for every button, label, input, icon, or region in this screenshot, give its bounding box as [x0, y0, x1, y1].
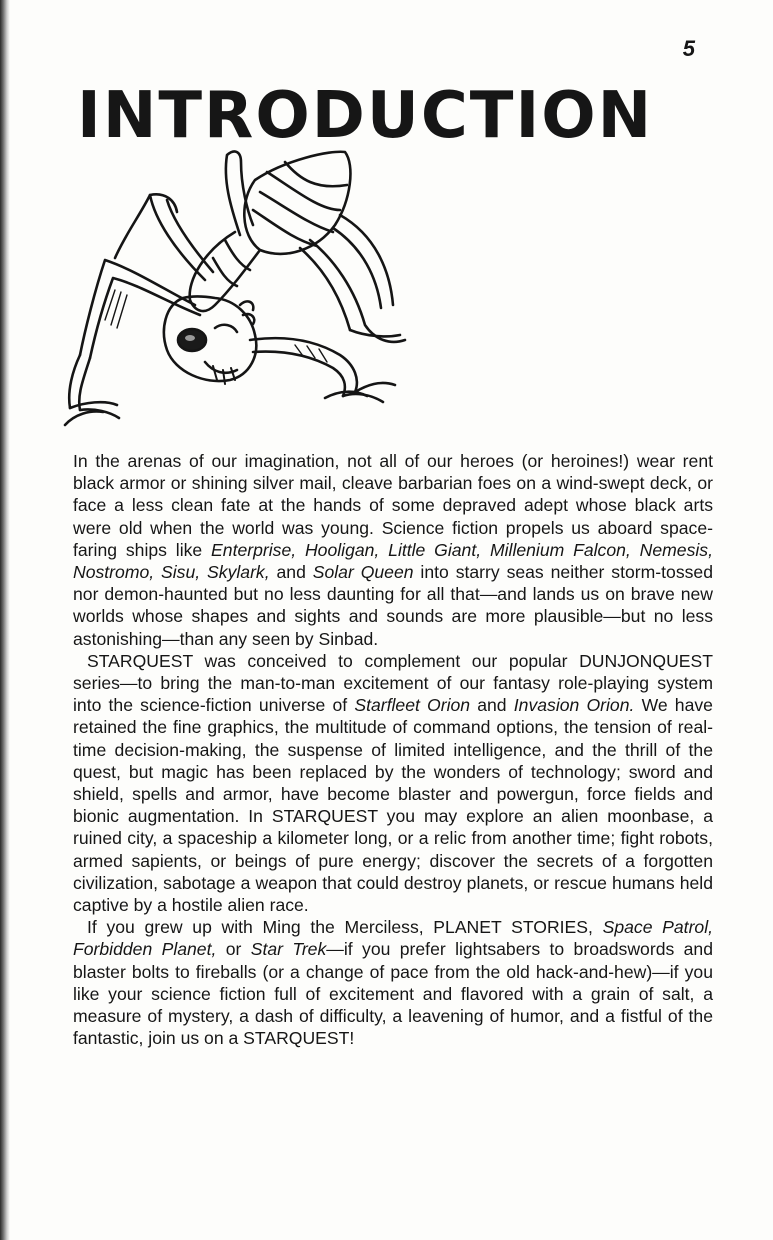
text-run: We have retained the fine graphics, the multitude of command options, the tension of real-time decision-making, the suspense of limited intelligence, and the thrill of the quest, but magic has been replaced by the wonders of technology; sword and shield, spells and armor, have become blaster and powergun, force fields and bionic augmentation. In STARQUEST you may explore an alien moonbase, a ruined city, a spaceship a kilometer long, or a relic from another time; fight robots, armed sapients, or beings of pure energy; discover the secrets of a forgotten civilization, sabotage a weapon that could destroy planets, or rescue humans held captive by a hostile alien race.: [73, 695, 713, 916]
italic-title-text: Starfleet Orion: [354, 695, 471, 716]
text-run: and: [470, 695, 514, 716]
text-run: STARQUEST was conceived to complement our popular DUNJONQUEST series—to bring the man-to-man excitement of our fantasy role-playing system into the science-fiction universe of: [73, 650, 713, 716]
paragraph: [73, 450, 713, 650]
text-run: In the arenas of our imagination, not all of our heroes (or heroines!) wear rent black armor or shining silver mail, cleave barbarian foes on a wind-swept deck, or face a less clean fate at the hands of some depraved adept whose black arts were old when the world was young. Science fiction propels us aboard space-faring ships like: [73, 451, 713, 560]
italic-title-text: Solar Queen: [312, 562, 414, 583]
italic-title-text: Space Patrol, Forbidden Planet,: [73, 917, 714, 960]
page-spine-shadow: [0, 0, 10, 1240]
text-run: —if you prefer lightsabers to broadswords and blaster bolts to fireballs (or a change of pace from the old hack-and-hew)—if you like your science fiction full of excitement and flavored with a grain of salt, a measure of mystery, a dash of difficulty, a leavening of humor, and a fistful of the fantastic, join us on a STARQUEST!: [73, 939, 713, 1049]
page-number: 5: [682, 36, 695, 61]
body-text: [73, 450, 713, 1049]
text-run: or: [216, 939, 251, 960]
text-run: into starry seas neither storm-tossed nor demon-haunted but no less daunting for all that—and lands us on brave new worlds whose shapes and sights and sounds are more plausible—but no less astonishing—than any seen by Sinbad.: [73, 562, 713, 649]
paragraph: [73, 916, 713, 1049]
italic-title-text: Invasion Orion.: [513, 695, 635, 716]
text-run: and: [269, 562, 313, 583]
alien-insect-creature-illustration: [55, 140, 415, 440]
italic-title-text: Star Trek: [250, 939, 327, 960]
page-title: INTRODUCTION: [77, 79, 654, 153]
text-run: If you grew up with Ming the Merciless, PLANET STORIES,: [87, 917, 603, 938]
italic-title-text: Enterprise, Hooligan, Little Giant, Millenium Falcon, Nemesis, Nostromo, Sisu, Skylark,: [73, 539, 713, 583]
paragraph: [73, 650, 713, 916]
